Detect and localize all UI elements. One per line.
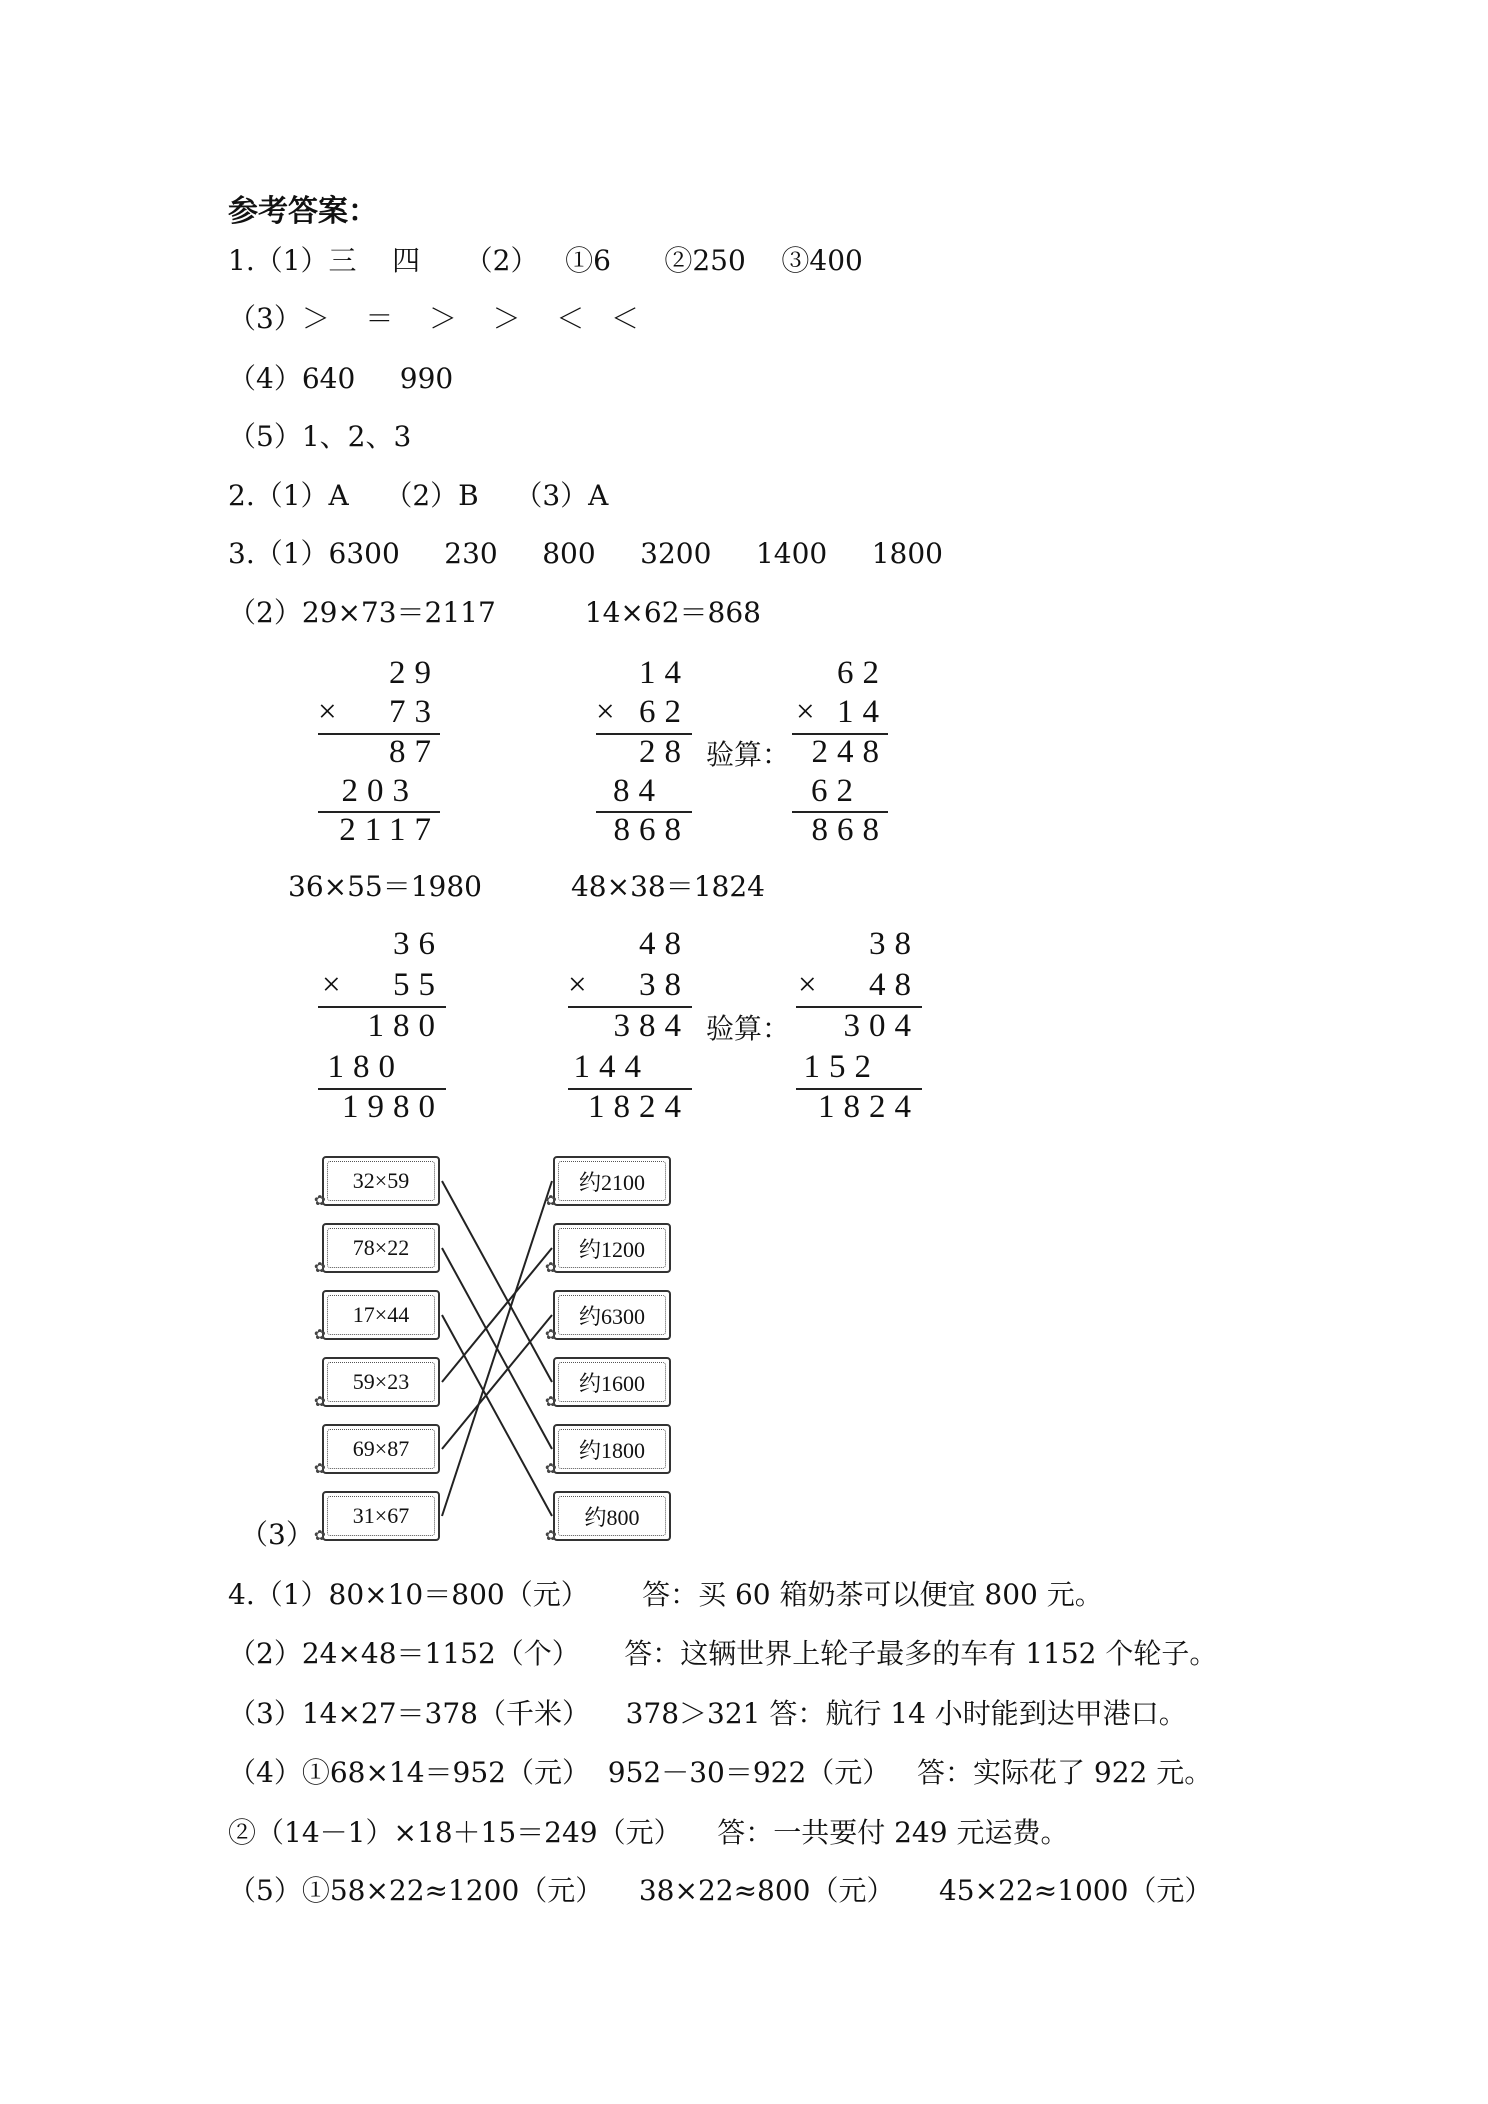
right-box: 约800 ✿ xyxy=(553,1491,671,1541)
right-box: 约1800 ✿ xyxy=(553,1424,671,1474)
calc-partial-2: 180 xyxy=(327,1049,404,1085)
left-box: 69×87 ✿ xyxy=(322,1424,440,1474)
calc-operand-b: 73 xyxy=(389,694,440,730)
calc-multiply-sign: × xyxy=(568,967,596,1003)
page-title: 参考答案： xyxy=(228,194,378,229)
calc-operand-a: 29 xyxy=(389,655,440,691)
q2-line1: 2.（1）A （2）B （3）A xyxy=(228,479,609,512)
match-line xyxy=(442,1181,552,1382)
calc-multiply-sign: × xyxy=(798,967,826,1003)
left-box: 78×22 ✿ xyxy=(322,1223,440,1273)
q4-line6: （5）①58×22≈1200（元） 38×22≈800（元） 45×22≈1000（元） xyxy=(228,1874,1213,1907)
q1-line1: 1.（1）三 四 （2） ①6 ②250 ③400 xyxy=(228,244,863,277)
right-box: 约6300 ✿ xyxy=(553,1290,671,1340)
q3-line2: （2）29×73＝2117 14×62＝868 xyxy=(228,596,761,629)
flower-icon: ✿ xyxy=(314,1328,326,1343)
match-line xyxy=(442,1315,552,1449)
left-box: 59×23 ✿ xyxy=(322,1357,440,1407)
right-box: 约2100 ✿ xyxy=(553,1156,671,1206)
flower-icon: ✿ xyxy=(545,1395,557,1410)
match-line xyxy=(442,1181,552,1516)
check-label: 验算： xyxy=(706,738,791,771)
left-box: 32×59 ✿ xyxy=(322,1156,440,1206)
q4-line1: 4.（1）80×10＝800（元） 答：买 60 箱奶茶可以便宜 800 元。 xyxy=(228,1578,1103,1611)
q4-line5: ②（14－1）×18＋15＝249（元） 答：一共要付 249 元运费。 xyxy=(228,1816,1069,1849)
calc-partial-1: 28 xyxy=(639,734,690,770)
calc-result: 868 xyxy=(613,812,690,848)
calc-result: 1980 xyxy=(342,1089,444,1125)
calc-operand-b: 14 xyxy=(837,694,888,730)
q1-line3: （4）640 990 xyxy=(228,362,454,395)
calc-multiply-sign: × xyxy=(318,694,346,730)
q4-line3: （3）14×27＝378（千米） 378＞321 答：航行 14 小时能到达甲港口。 xyxy=(228,1697,1187,1730)
right-box: 约1200 ✿ xyxy=(553,1223,671,1273)
left-box: 31×67 ✿ xyxy=(322,1491,440,1541)
q4-line2: （2）24×48＝1152（个） 答：这辆世界上轮子最多的车有 1152 个轮子。 xyxy=(228,1637,1218,1670)
flower-icon: ✿ xyxy=(545,1261,557,1276)
match-line xyxy=(442,1315,552,1516)
q3-line1: 3.（1）6300 230 800 3200 1400 1800 xyxy=(228,537,943,570)
left-box: 17×44 ✿ xyxy=(322,1290,440,1340)
flower-icon: ✿ xyxy=(314,1462,326,1477)
flower-icon: ✿ xyxy=(545,1328,557,1343)
match-label: （3） xyxy=(240,1518,314,1551)
calc-operand-b: 48 xyxy=(869,967,920,1003)
calc-multiply-sign: × xyxy=(596,694,624,730)
calc-partial-1: 384 xyxy=(613,1008,690,1044)
flower-icon: ✿ xyxy=(314,1529,326,1544)
calc-partial-2: 203 xyxy=(341,773,418,809)
calc-operand-b: 55 xyxy=(393,967,444,1003)
calc-operand-a: 36 xyxy=(393,926,444,962)
flower-icon: ✿ xyxy=(314,1194,326,1209)
flower-icon: ✿ xyxy=(545,1529,557,1544)
flower-icon: ✿ xyxy=(545,1194,557,1209)
calc-partial-2: 144 xyxy=(573,1049,650,1085)
q1-line4: （5）1、2、3 xyxy=(228,420,412,453)
calc-multiply-sign: × xyxy=(796,694,824,730)
check-label: 验算： xyxy=(706,1012,791,1045)
q3-line3: 36×55＝1980 48×38＝1824 xyxy=(288,870,765,903)
calc-partial-1: 248 xyxy=(811,734,888,770)
calc-result: 868 xyxy=(811,812,888,848)
match-line xyxy=(442,1248,552,1382)
calc-operand-b: 38 xyxy=(639,967,690,1003)
calc-operand-a: 14 xyxy=(639,655,690,691)
calc-partial-2: 62 xyxy=(811,773,862,809)
flower-icon: ✿ xyxy=(314,1395,326,1410)
calc-operand-a: 62 xyxy=(837,655,888,691)
calc-partial-1: 180 xyxy=(367,1008,444,1044)
calc-result: 1824 xyxy=(818,1089,920,1125)
calc-operand-a: 48 xyxy=(639,926,690,962)
calc-multiply-sign: × xyxy=(322,967,350,1003)
calc-partial-2: 84 xyxy=(613,773,664,809)
calc-operand-a: 38 xyxy=(869,926,920,962)
calc-partial-2: 152 xyxy=(803,1049,880,1085)
right-box: 约1600 ✿ xyxy=(553,1357,671,1407)
q4-line4: （4）①68×14＝952（元） 952－30＝922（元） 答：实际花了 922 元。 xyxy=(228,1756,1213,1789)
calc-partial-1: 304 xyxy=(843,1008,920,1044)
q1-line2: （3）＞ ＝ ＞ ＞ ＜ ＜ xyxy=(228,302,639,335)
flower-icon: ✿ xyxy=(314,1261,326,1276)
flower-icon: ✿ xyxy=(545,1462,557,1477)
calc-partial-1: 87 xyxy=(389,734,440,770)
calc-operand-b: 62 xyxy=(639,694,690,730)
calc-result: 2117 xyxy=(339,812,440,848)
calc-result: 1824 xyxy=(588,1089,690,1125)
